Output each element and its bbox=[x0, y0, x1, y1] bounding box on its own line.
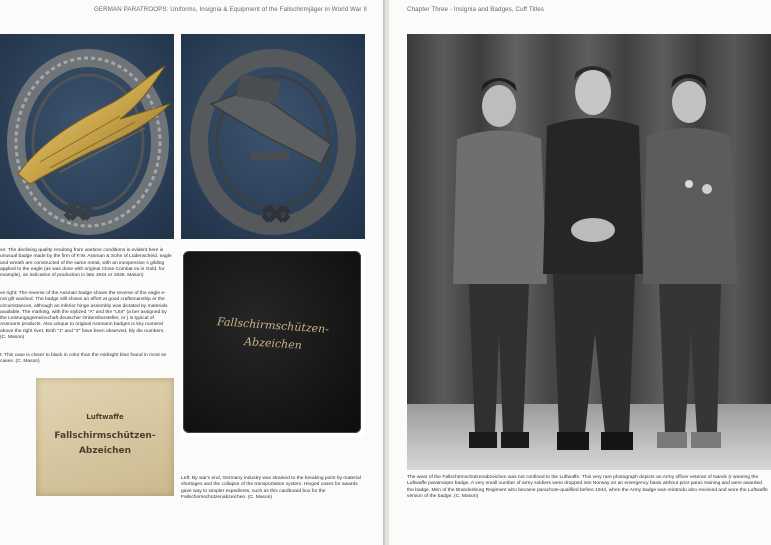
badge-reverse-image bbox=[181, 34, 365, 239]
right-page bbox=[389, 0, 771, 545]
award-case-photo bbox=[181, 249, 365, 437]
photo-caption: The wear of the Fallschirmschützenabzeichen was not confined to the Luftwaffe. This very rare photograph depicts an Army officer veteran of Narvik (r wearing the Luftwaffe paratrooper badge. A very small number of army soldiers were dropped into Norway on an emergency basis without prior parac training and were awarded the badge. Men of the Brandenburg Regiment who became parachute-qualified before 1944, when the Army badge was reintrodu also received and wore the Luftwaffe version of the badge. (C. Mason) bbox=[407, 475, 768, 499]
cardboard-label-line1: Luftwaffe bbox=[86, 413, 124, 421]
badge-obverse-caption: ve: The declining quality resulting from wartime conditions is evident here is unusual badge made by the firm of F.W. Assman & Sohn of Lüdenscheid. eagle and wreath are constructed of the same metal, with an inexpensive s gilding applied to the eagle (as was done with original Close Combat es in Gold, for example), an indication of production in late 1944 or 1945. Mason) bbox=[0, 248, 172, 279]
case-label-line1: Fallschirmschützen- bbox=[216, 315, 330, 336]
cardboard-caption: Left: By war's end, Germany industry was strained to the breaking point by material shortages and the collapse of the transportation system. Hinged cases for awards gave way to simpler expedients, such as this cardboard box for the Fallschirmschützenabzeichen. (C. Mason) bbox=[181, 476, 361, 500]
cardboard-label-line2: Fallschirmschützen- bbox=[54, 431, 156, 441]
cardboard-label-line3: Abzeichen bbox=[78, 446, 132, 456]
case-caption: t: This case is closer to black in color than the midnight blue found in most se cases. (C. Mason) bbox=[0, 353, 167, 365]
soldiers-photo bbox=[407, 34, 771, 470]
left-running-header: GERMAN PARATROOPS: Uniforms, Insignia & Equipment of the Fallschirmjäger in World War II bbox=[94, 6, 367, 13]
cardboard-box-photo bbox=[36, 378, 174, 496]
left-page bbox=[0, 0, 385, 545]
badge-reverse-photo bbox=[181, 34, 365, 239]
badge-obverse-image bbox=[0, 34, 174, 239]
right-running-header: Chapter Three - Insignia and Badges, Cuff Titles bbox=[407, 6, 544, 13]
soldiers-image bbox=[407, 34, 771, 470]
case-label-line2: Abzeichen bbox=[243, 335, 303, 352]
badge-reverse-caption: ve right: The reverse of the Assman badge shows the reverse of the eagle e-not gilt washed. The badge still shows an effort at good craftsmanship er the circumstances, although an inferior hinge assembly was dictated by materials available. The marking, with the stylized "A" and the "L64" (a ber assigned by the Leistungsgemeinschaft deutscher Ordenshersteller, or ) is typical of Assmann products. Also unique to original Assmann badges is tiny numeral above the right rivet. Both "1" and "2" have been observed, bly die numbers. (C. Mason) bbox=[0, 291, 168, 341]
badge-obverse-photo bbox=[0, 34, 174, 239]
